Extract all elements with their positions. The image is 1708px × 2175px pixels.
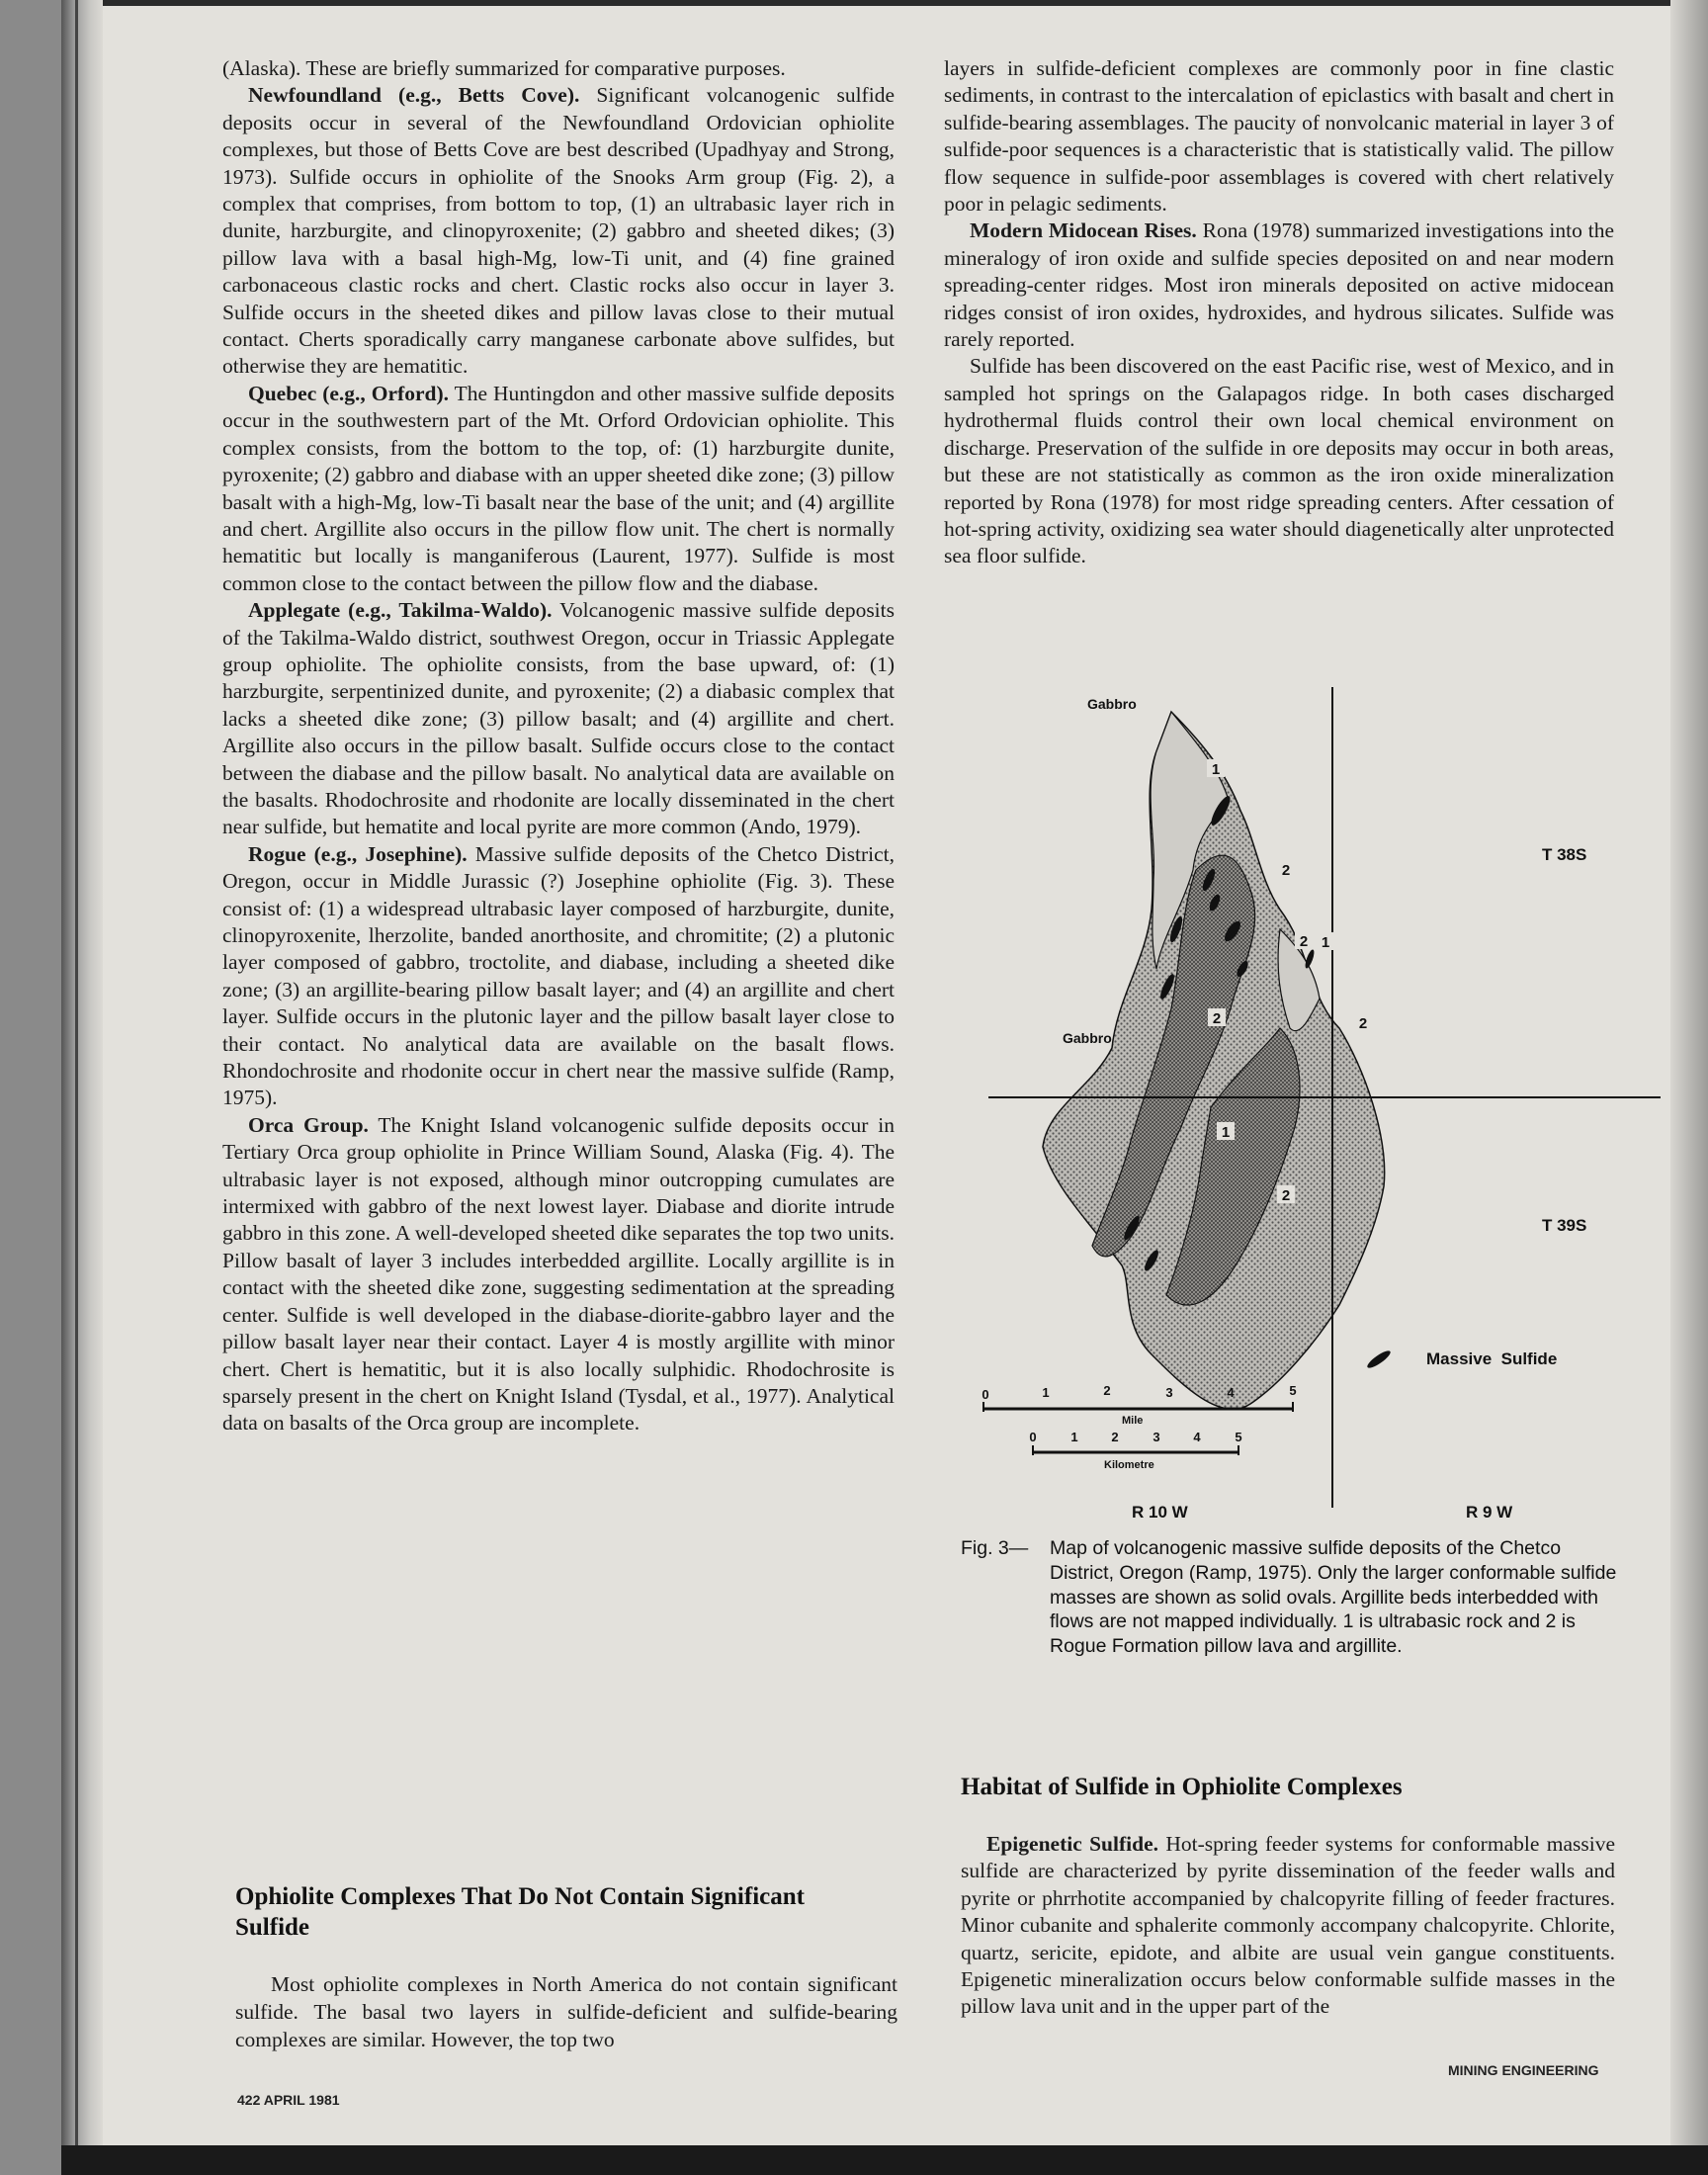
page-binding (61, 0, 103, 2175)
scan-edge-left (0, 0, 61, 2175)
paragraph-continued: layers in sulfide-deficient complexes are commonly poor in fine clastic sediments, in contrast to the intercalation of epiclastics with basalt and chert in sulfide-bearing assemblages. The paucity of nonvolcanic material in layer 3 of sulfide-poor sequences is a characteristic that is statistically valid. The pillow flow sequence in sulfide-poor assemblages is covered with chert relatively poor in pelagic sediments. (944, 56, 1614, 217)
body-newfoundland: Significant volcanogenic sulfide deposits occur in several of the Newfoundland Ordovician ophiolite complexes, but those of Betts Cove are best described (Upadhyay and Strong, 1973). Sulfide occurs in ophiolite of the Snooks Arm group (Fig. 2), a complex that comprises, from bottom to top, (1) an ultrabasic layer rich in dunite, harzburgite, and clinopyroxenite; (2) gabbro and sheeted dikes; (3) pillow lava with a basal high-Mg, low-Ti unit, and (4) fine grained carbonaceous clastic rocks and chert. Clastic rocks also occur in layer 3. Sulfide occurs in the sheeted dikes and pillow lavas close to their mutual contact. Cherts sporadically carry manganese carbonate above sulfides, but otherwise they are hematitic. (222, 83, 895, 379)
scale-bar-km (1029, 1430, 1241, 1471)
lead-modern-rises: Modern Midocean Rises. (970, 218, 1197, 243)
lead-newfoundland: Newfoundland (e.g., Betts Cove). (248, 83, 580, 108)
scale-mile-tick: 3 (1165, 1385, 1173, 1400)
scale-mile-tick: 0 (982, 1387, 989, 1402)
lead-epigenetic: Epigenetic Sulfide. (986, 1832, 1158, 1856)
scan-edge-right (1670, 0, 1708, 2175)
scale-mile-tick: 4 (1227, 1385, 1235, 1400)
scale-km-tick: 5 (1235, 1430, 1242, 1444)
label-t38s: T 38S (1542, 845, 1587, 864)
label-gabbro-mid: Gabbro (1063, 1030, 1112, 1046)
body-modern-rises: Rona (1978) summarized investigations into the mineralogy of iron oxide and sulfide species deposited on and near modern spreading-center ridges. Most iron minerals deposited on active midocean ridges consist of iron oxides, hydroxides, and hydrous silicates. Sulfide was rarely reported. (944, 218, 1614, 352)
scale-mile-tick: 5 (1289, 1383, 1297, 1398)
legend-massive-sulfide: Massive Sulfide (1426, 1349, 1558, 1368)
scale-km-tick: 1 (1070, 1430, 1078, 1444)
unit-label: 1 (1211, 761, 1221, 778)
label-r9w: R 9 W (1466, 1503, 1513, 1522)
lead-applegate: Applegate (e.g., Takilma-Waldo). (248, 598, 553, 623)
scale-km-tick: 4 (1193, 1430, 1201, 1444)
scan-edge-bottom (61, 2145, 1708, 2175)
caption-text: Map of volcanogenic massive sulfide deposits of the Chetco District, Oregon (Ramp, 1975). Only the larger conformable sulfide masses are shown as solid ovals. Argillite beds interbedded with flows are not mapped individually. 1 is ultrabasic rock and 2 is Rogue Formation pillow lava and argillite. (1050, 1537, 1617, 1658)
section-heading-no-sulfide: Ophiolite Complexes That Do Not Contain Significant Sulfide (235, 1883, 805, 1941)
scale-mile-tick: 2 (1103, 1383, 1111, 1398)
body-quebec: The Huntingdon and other massive sulfide deposits occur in the southwestern part of the Mt. Orford Ordovician ophiolite. This complex consists, from the bottom to the top, of: (1) harzburgite dunite, pyroxenite; (2) gabbro and diabase with an upper sheeted dike zone; (3) pillow basalt with a high-Mg, low-Ti basalt near the base of the unit; and (4) argillite and chert. Argillite also occurs in the pillow flow unit. The chert is normally hematitic but locally is manganiferous (Laurent, 1977). Sulfide is most common close to the contact between the pillow flow and the diabase. (222, 381, 895, 595)
scale-km-tick: 2 (1111, 1430, 1119, 1444)
right-column-lower (961, 1831, 1615, 2021)
lead-quebec: Quebec (e.g., Orford). (248, 381, 449, 405)
scale-km-tick: 3 (1153, 1430, 1160, 1444)
label-t39s: T 39S (1542, 1216, 1587, 1235)
paragraph-intro: (Alaska). These are briefly summarized for comparative purposes. (222, 56, 786, 80)
paragraph-applegate (222, 597, 895, 841)
scale-km-label: Kilometre (1104, 1459, 1154, 1471)
body-epigenetic: Hot-spring feeder systems for conformable massive sulfide are characterized by pyrite dissemination of the feeder walls and pyrite or phrrhotite accompanied by chalcopyrite filling of feeder fractures. Minor cubanite and sphalerite commonly accompany chalcopyrite. Chlorite, quartz, sericite, epidote, and albite are usual vein gangue constituents. Epigenetic mineralization occurs below conformable sulfide masses in the pillow lava unit and in the upper part of the (961, 1832, 1615, 2019)
section-heading-habitat: Habitat of Sulfide in Ophiolite Complexes (961, 1774, 1403, 1800)
unit-label: 1 (1321, 934, 1330, 951)
paragraph-quebec (222, 381, 895, 597)
legend-sulfide-symbol (1365, 1348, 1393, 1371)
lead-orca: Orca Group. (248, 1112, 369, 1137)
paragraph-east-pacific: Sulfide has been discovered on the east Pacific rise, west of Mexico, and in sampled hot springs on the Galapagos ridge. In both cases discharged hydrothermal fluids control their own local chemical environment on discharge. Preservation of the sulfide in ore deposits may occur in both areas, but these are not statistically as common as the iron oxide mineralization reported by Rona (1978) for most ridge spreading centers. After cessation of hot-spring activity, oxidizing sea water should diagenetically alter unprotected sea floor sulfide. (944, 354, 1614, 568)
lead-rogue: Rogue (e.g., Josephine). (248, 841, 468, 866)
unit-label: 2 (1299, 933, 1309, 950)
paragraph-most-ophiolites (235, 1970, 897, 2053)
paragraph-epigenetic (961, 1831, 1615, 2021)
unit-label: 2 (1281, 1187, 1291, 1204)
unit-label: 2 (1358, 1015, 1368, 1032)
footer-page-date: 422 APRIL 1981 (237, 2092, 340, 2108)
left-column (222, 55, 895, 1437)
paragraph-modern-rises (944, 218, 1614, 353)
figure-3-map (983, 672, 1665, 1527)
body-orca: The Knight Island volcanogenic sulfide deposits occur in Tertiary Orca group ophiolite in Prince William Sound, Alaska (Fig. 4). The ultrabasic layer is not exposed, although minor outcropping cumulates are intermixed with gabbro of the next lowest layer. Diabase and diorite intrude gabbro in this zone. A well-developed sheeted dike separates the top two units. Pillow basalt of layer 3 includes interbedded argillite. Locally argillite is in contact with the sheeted dike zone, suggesting sedimentation at the spreading center. Sulfide is well developed in the diabase-diorite-gabbro layer and the pillow basalt layer near their contact. Layer 4 is mostly argillite with minor chert. Chert is hematitic, but it is also locally sulphidic. Rhodochrosite is sparsely present in the chert on Knight Island (Tysdal, et al., 1977). Analytical data on basalts of the Orca group are incomplete. (222, 1112, 895, 1436)
unit-label: 2 (1212, 1010, 1222, 1027)
body-rogue: Massive sulfide deposits of the Chetco District, Oregon, occur in Middle Jurassic (?) Josephine ophiolite (Fig. 3). These consist of: (1) a widespread ultrabasic layer composed of harzburgite, dunite, clinopyroxenite, lherzolite, banded anorthosite, and chromitite; (2) a plutonic layer composed of gabbro, troctolite, and diabase, including a sheeted dike zone; (3) an argillite-bearing pillow basalt layer; and (4) an argillite and chert layer. Sulfide occurs in the plutonic layer and the pillow basalt layer close to their contact. No analytical data are available on the basalt flows. Rhondochrosite and rhodonite occur in chert near the massive sulfide (Ramp, 1975). (222, 841, 895, 1110)
paragraph-newfoundland (222, 82, 895, 380)
label-gabbro-north: Gabbro (1087, 696, 1137, 712)
caption-label: Fig. 3— (961, 1537, 1029, 1559)
paragraph-rogue (222, 841, 895, 1112)
scale-mile-label: Mile (1122, 1415, 1144, 1427)
paragraph-most-text: Most ophiolite complexes in North America do not contain significant sulfide. The basal two layers in sulfide-deficient and sulfide-bearing complexes are similar. However, the top two (235, 1972, 897, 2051)
paragraph-orca (222, 1112, 895, 1437)
body-applegate: Volcanogenic massive sulfide deposits of the Takilma-Waldo district, southwest Oregon, occur in Triassic Applegate group ophiolite. The ophiolite consists, from the base upward, of: (1) harzburgite, serpentinized dunite, and pyroxenite; (2) a diabasic complex that lacks a sheeted dike zone; (3) pillow basalt; and (4) argillite and chert. Argillite also occurs in the pillow basalt. Sulfide occurs close to the contact between the diabase and the pillow basalt. No analytical data are available on the basalts. Rhodochrosite and rhodonite are locally disseminated in the chert near sulfide, but hematite and local pyrite are more common (Ando, 1979). (222, 598, 895, 839)
label-r10w: R 10 W (1132, 1503, 1188, 1522)
unit-label: 1 (1221, 1124, 1231, 1141)
footer-journal-name: MINING ENGINEERING (1448, 2062, 1599, 2078)
unit-label: 2 (1281, 862, 1291, 879)
right-column (944, 55, 1614, 570)
scale-km-tick: 0 (1029, 1430, 1037, 1444)
scale-mile-tick: 1 (1042, 1385, 1050, 1400)
